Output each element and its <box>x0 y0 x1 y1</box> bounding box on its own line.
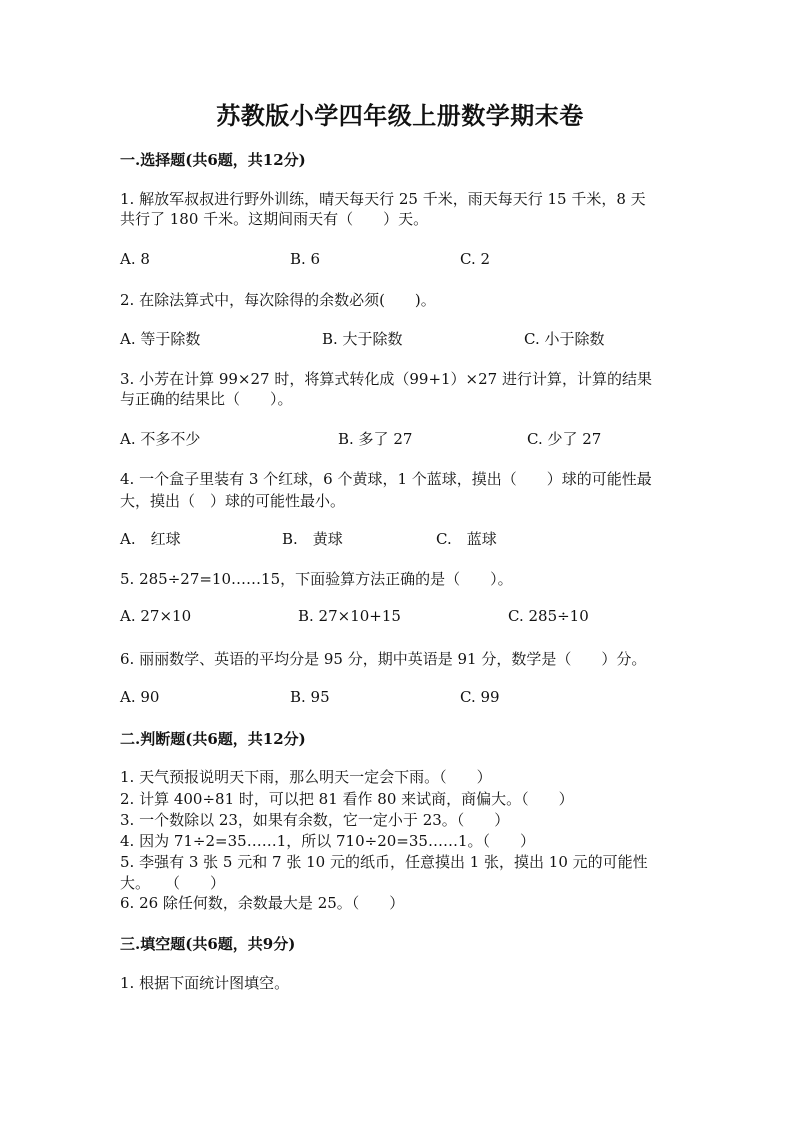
option-a: A. 红球 <box>120 530 181 548</box>
question-text: 大，摸出（ ）球的可能性最小。 <box>120 492 346 510</box>
question-text: 6. 丽丽数学、英语的平均分是 95 分，期中英语是 91 分，数学是（ ）分。 <box>120 650 647 668</box>
option-a: A. 不多不少 <box>120 430 201 448</box>
question-text: 1. 解放军叔叔进行野外训练，晴天每天行 25 千米，雨天每天行 15 千米，8 天 <box>120 190 646 208</box>
option-b: B. 6 <box>290 250 321 268</box>
question-text: 1. 根据下面统计图填空。 <box>120 974 290 992</box>
judge-item: 3. 一个数除以 23，如果有余数，它一定小于 23。（ ） <box>120 811 510 829</box>
option-a: A. 27×10 <box>120 607 192 625</box>
judge-item: 大。 （ ） <box>120 874 226 892</box>
option-b: B. 黄球 <box>282 530 343 548</box>
judge-item: 4. 因为 71÷2=35……1，所以 710÷20=35……1。（ ） <box>120 832 535 850</box>
option-a: A. 90 <box>120 688 160 706</box>
option-b: B. 27×10+15 <box>298 607 401 625</box>
option-c: C. 少了 27 <box>527 430 602 448</box>
option-a: A. 8 <box>120 250 150 268</box>
question-text: 4. 一个盒子里装有 3 个红球，6 个黄球，1 个蓝球，摸出（ ）球的可能性最 <box>120 470 652 488</box>
option-c: C. 小于除数 <box>524 330 605 348</box>
question-text: 2. 在除法算式中，每次除得的余数必须( )。 <box>120 291 436 309</box>
option-c: C. 285÷10 <box>508 607 589 625</box>
judge-item: 2. 计算 400÷81 时，可以把 81 看作 80 来试商，商偏大。（ ） <box>120 790 574 808</box>
question-text: 5. 285÷27=10……15，下面验算方法正确的是（ ）。 <box>120 570 513 588</box>
option-c: C. 99 <box>460 688 500 706</box>
option-a: A. 等于除数 <box>120 330 201 348</box>
judge-item: 1. 天气预报说明天下雨，那么明天一定会下雨。（ ） <box>120 768 492 786</box>
page-title: 苏教版小学四年级上册数学期末卷 <box>216 101 584 130</box>
question-text: 共行了 180 千米。这期间雨天有（ ）天。 <box>120 210 429 228</box>
judge-item: 6. 26 除任何数，余数最大是 25。（ ） <box>120 894 405 912</box>
section-heading-fill: 三.填空题(共6题，共9分) <box>120 935 296 953</box>
question-text: 3. 小芳在计算 99×27 时，将算式转化成（99+1）×27 进行计算，计算的结果 <box>120 370 652 388</box>
question-text: 与正确的结果比（ ）。 <box>120 390 293 408</box>
judge-item: 5. 李强有 3 张 5 元和 7 张 10 元的纸币，任意摸出 1 张，摸出 10 元的可能性 <box>120 853 648 871</box>
section-heading-choice: 一.选择题(共6题，共12分) <box>120 151 306 169</box>
option-c: C. 2 <box>460 250 491 268</box>
section-heading-judge: 二.判断题(共6题，共12分) <box>120 730 306 748</box>
option-b: B. 多了 27 <box>338 430 413 448</box>
option-b: B. 95 <box>290 688 330 706</box>
option-b: B. 大于除数 <box>322 330 403 348</box>
option-c: C. 蓝球 <box>436 530 497 548</box>
